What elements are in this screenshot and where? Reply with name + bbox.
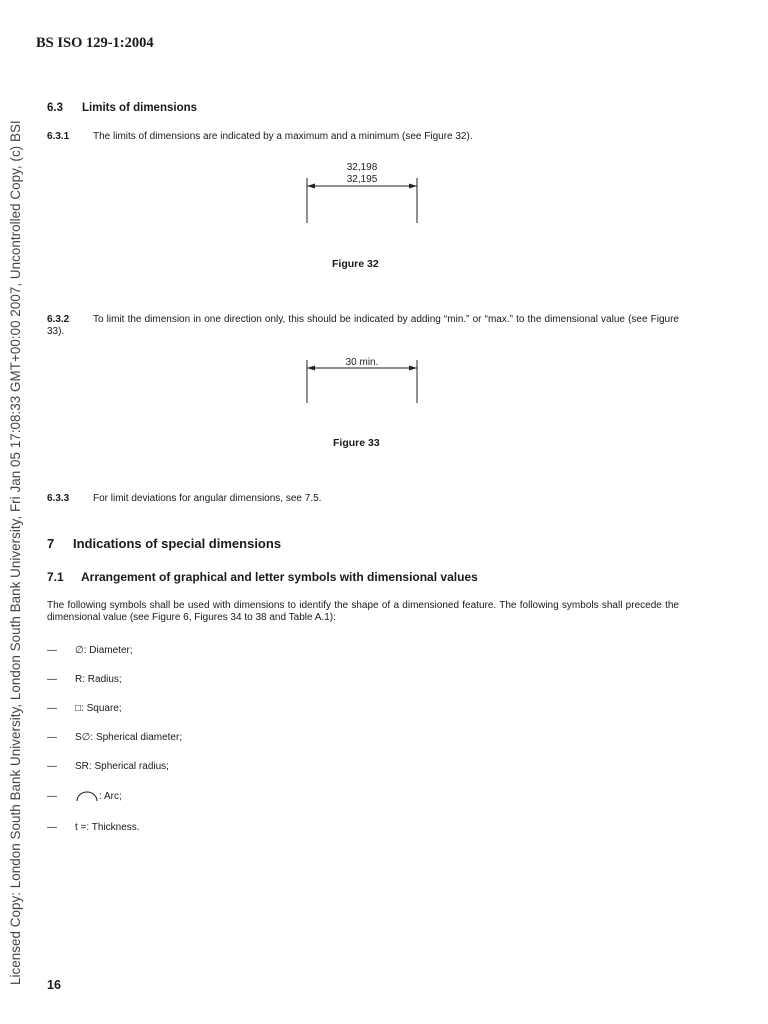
figure-33-drawing <box>300 354 425 406</box>
radius-symbol: R <box>75 674 83 685</box>
paragraph-number: 6.3.3 <box>47 493 70 504</box>
list-item <box>47 790 122 802</box>
section-number: 7 <box>47 536 55 551</box>
list-dash: — <box>47 790 57 802</box>
list-dash: — <box>47 761 57 772</box>
paragraph-text: For limit deviations for angular dimensions, see 7.5. <box>93 493 322 504</box>
diameter-symbol-icon: ∅ <box>75 645 84 656</box>
symbol-label: : Radius; <box>82 674 122 685</box>
list-dash: — <box>47 645 57 656</box>
list-item <box>47 732 182 743</box>
paragraph-6-3-1 <box>47 131 473 143</box>
section-title: Arrangement of graphical and letter symbols with dimensional values <box>81 570 478 584</box>
figure-33-caption: Figure 33 <box>333 437 380 449</box>
paragraph-text: The limits of dimensions are indicated by a maximum and a minimum (see Figure 32). <box>93 131 473 142</box>
symbol-label: : Spherical radius; <box>88 761 169 772</box>
arrowhead-left-icon <box>307 184 315 189</box>
section-heading-6-3 <box>47 102 197 114</box>
list-item <box>47 674 122 685</box>
square-symbol-icon: □ <box>75 703 82 714</box>
symbol-label: : Spherical diameter; <box>90 732 183 743</box>
symbols-intro-paragraph: The following symbols shall be used with dimensions to identify the shape of a dimensioned feature. The following symbols shall precede the dimensional value (see Figure 6, Figures 34 to 38 and Table A.1): <box>47 600 679 623</box>
list-item <box>47 703 122 714</box>
figure-32-drawing <box>300 158 425 226</box>
arrowhead-right-icon <box>409 366 417 371</box>
figure-32-caption: Figure 32 <box>332 258 379 270</box>
symbol-label: : Thickness. <box>86 822 140 833</box>
list-dash: — <box>47 703 57 714</box>
list-dash: — <box>47 732 57 743</box>
arrowhead-left-icon <box>307 366 315 371</box>
list-dash: — <box>47 674 57 685</box>
arc-symbol-icon <box>75 790 99 802</box>
symbol-label: : Square; <box>81 703 122 714</box>
document-identifier: BS ISO 129-1:2004 <box>36 35 154 51</box>
page-number: 16 <box>47 978 61 992</box>
symbol-label: : Arc; <box>99 790 122 802</box>
paragraph-6-3-3 <box>47 493 321 505</box>
paragraph-number: 6.3.1 <box>47 131 70 142</box>
license-watermark: Licensed Copy: London South Bank University, London South Bank University, Fri Jan 05 17:08:33 GMT+00:00 2007, Uncontrolled Copy, (c) BSI <box>8 120 23 985</box>
lower-limit-value: 32,195 <box>346 174 378 185</box>
section-heading-7-1 <box>47 570 478 584</box>
upper-limit-value: 32,198 <box>346 162 378 173</box>
paragraph-number: 6.3.2 <box>47 314 70 325</box>
spherical-radius-symbol: SR <box>75 761 89 772</box>
section-number: 7.1 <box>47 570 64 584</box>
dimension-value: 30 min. <box>345 357 379 368</box>
spherical-diameter-symbol: S∅ <box>75 732 91 743</box>
thickness-symbol: t = <box>75 822 87 833</box>
section-heading-7 <box>47 536 281 551</box>
list-item <box>47 822 140 833</box>
list-dash: — <box>47 822 57 833</box>
symbol-label: : Diameter; <box>83 645 133 656</box>
section-title: Limits of dimensions <box>82 102 198 114</box>
list-item <box>47 761 169 772</box>
section-title: Indications of special dimensions <box>73 536 282 551</box>
list-item <box>47 645 133 656</box>
paragraph-text: To limit the dimension in one direction only, this should be indicated by adding “min.” or “max.” to the dimensional value (see Figure 33). <box>47 314 679 337</box>
arrowhead-right-icon <box>409 184 417 189</box>
paragraph-6-3-2 <box>47 314 679 338</box>
section-number: 6.3 <box>47 102 63 114</box>
